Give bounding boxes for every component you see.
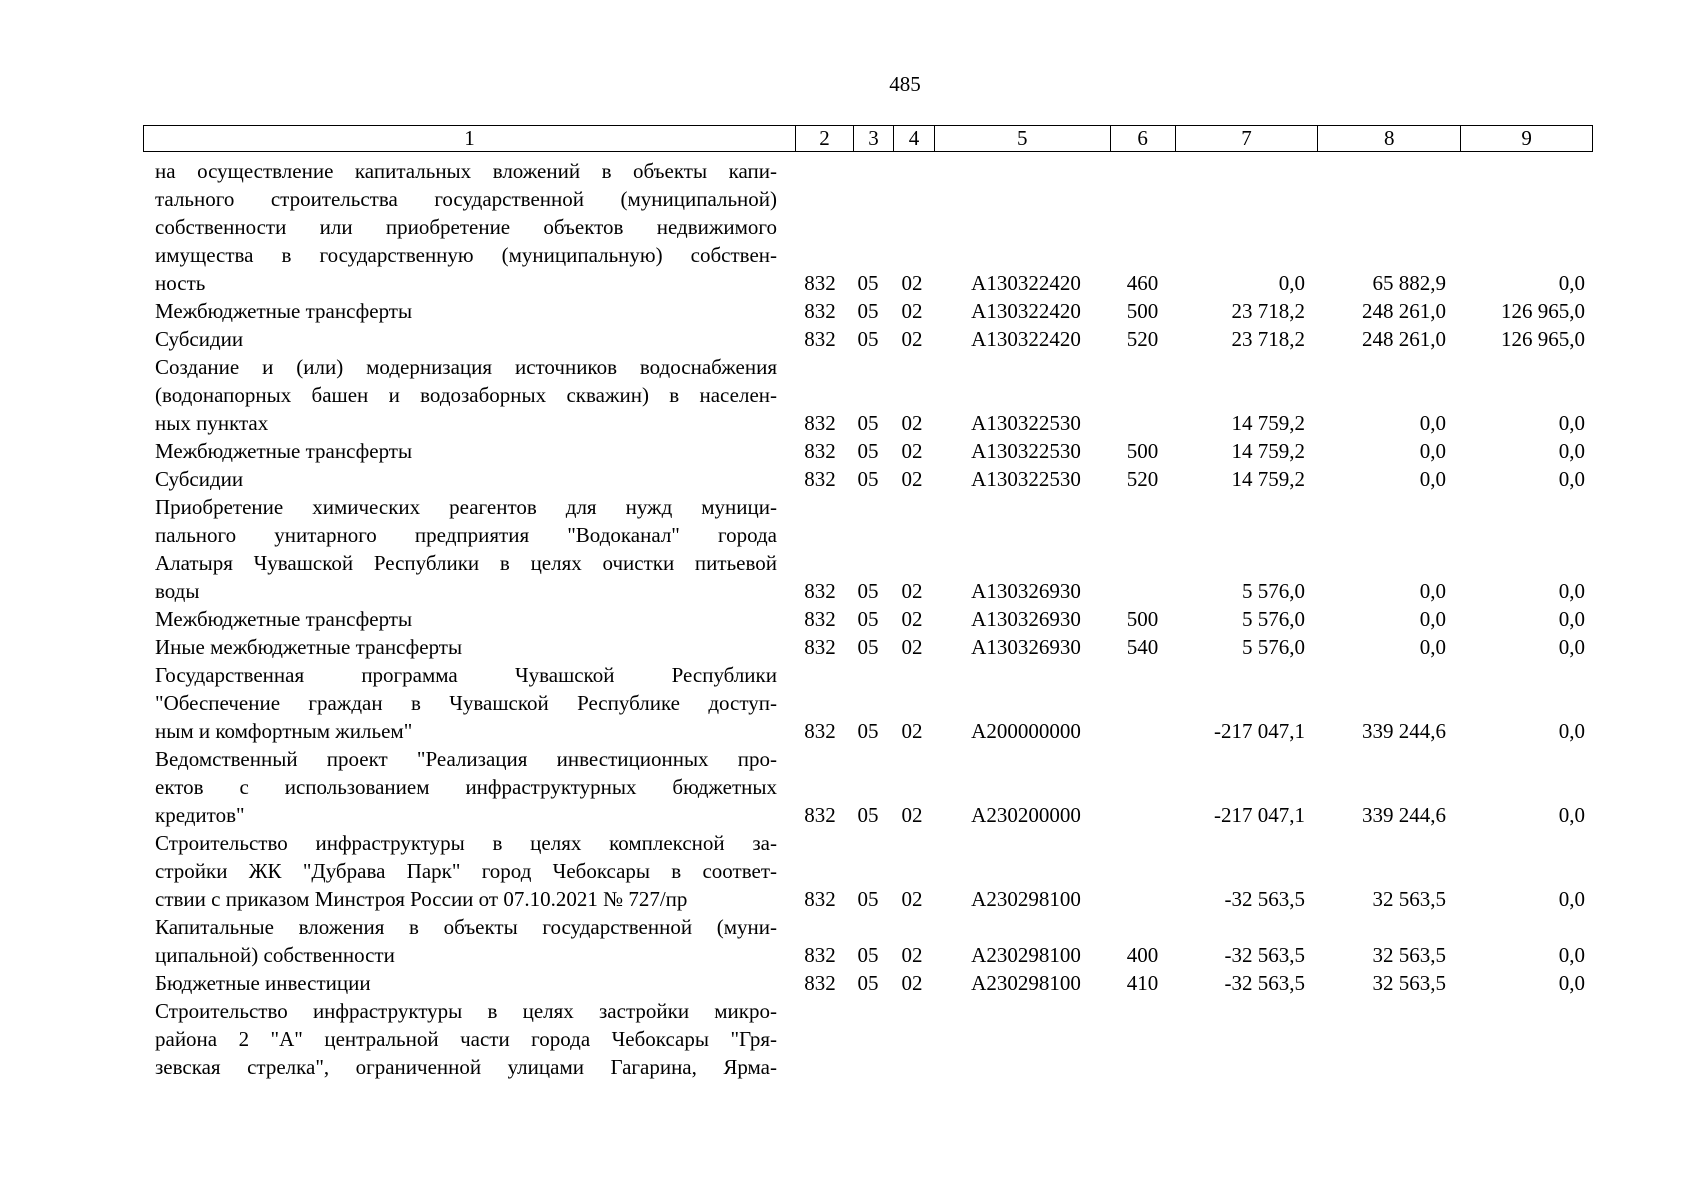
row-cell-c3: 05: [857, 411, 879, 435]
row-name-line: ствии с приказом Минстроя России от 07.10.2021 № 727/пр: [155, 887, 688, 911]
row-cell-c3: 05: [857, 803, 879, 827]
row-cell-c7: -217 047,1: [1214, 803, 1305, 827]
row-cell-c2: 832: [804, 327, 836, 351]
row-cell-c8: 32 563,5: [1372, 887, 1446, 911]
row-cell-c9: 0,0: [1558, 607, 1585, 631]
row-cell-c2: 832: [804, 719, 836, 743]
row-name-line: зевская стрелка", ограниченной улицами Гагарина, Ярма-: [155, 1055, 777, 1079]
row-cell-c6: 520: [1126, 327, 1159, 351]
row-name-line: ектов с использованием инфраструктурных бюджетных: [155, 775, 777, 799]
row-name-line: Алатыря Чувашской Республики в целях очистки питьевой: [155, 551, 777, 575]
row-name-line: ность: [155, 271, 206, 295]
row-cell-c9: 0,0: [1558, 943, 1585, 967]
table-row: [0, 829, 1697, 913]
row-cell-c3: 05: [857, 439, 879, 463]
row-cell-c9: 0,0: [1558, 411, 1585, 435]
row-cell-c6: 410: [1126, 971, 1159, 995]
row-cell-c2: 832: [804, 971, 836, 995]
page-number: 485: [889, 72, 921, 96]
row-cell-c5: А230200000: [971, 803, 1081, 827]
row-cell-c4: 02: [901, 579, 923, 603]
header-col-9: 9: [1521, 126, 1532, 150]
row-name-line: Строительство инфраструктуры в целях комплексной за-: [155, 831, 777, 855]
row-cell-c7: 14 759,2: [1231, 467, 1305, 491]
row-cell-c7: 5 576,0: [1242, 579, 1305, 603]
row-cell-c5: А130322530: [971, 467, 1081, 491]
row-cell-c9: 0,0: [1558, 803, 1585, 827]
table-row: [0, 493, 1697, 605]
row-cell-c7: -32 563,5: [1224, 971, 1305, 995]
table-row: [0, 437, 1697, 465]
row-name-line: района 2 "А" центральной части города Чебоксары "Гря-: [155, 1027, 777, 1051]
header-col-5: 5: [935, 126, 1111, 151]
row-cell-c6: 500: [1126, 299, 1159, 323]
row-name-line: Бюджетные инвестиции: [155, 971, 371, 995]
row-cell-c5: А130322420: [971, 271, 1081, 295]
row-cell-c2: 832: [804, 411, 836, 435]
row-cell-c7: 14 759,2: [1231, 439, 1305, 463]
row-cell-c8: 32 563,5: [1372, 943, 1446, 967]
row-name-line: стройки ЖК "Дубрава Парк" город Чебоксары в соответ-: [155, 859, 777, 883]
header-col-4: 4: [894, 126, 935, 151]
row-name-line: пального унитарного предприятия "Водоканал" города: [155, 523, 777, 547]
row-cell-c4: 02: [901, 271, 923, 295]
row-cell-c7: 23 718,2: [1231, 327, 1305, 351]
table-row: [0, 465, 1697, 493]
row-name-line: воды: [155, 579, 200, 603]
table-row: [0, 969, 1697, 997]
row-cell-c8: 65 882,9: [1372, 271, 1446, 295]
row-cell-c2: 832: [804, 467, 836, 491]
row-cell-c8: 339 244,6: [1362, 719, 1446, 743]
row-cell-c4: 02: [901, 607, 923, 631]
row-name-line: Приобретение химических реагентов для нужд муници-: [155, 495, 777, 519]
header-col-8: 8: [1318, 126, 1461, 151]
row-cell-c6: 500: [1126, 607, 1159, 631]
row-name-line: (водонапорных башен и водозаборных скважин) в населен-: [155, 383, 777, 407]
row-cell-c7: 5 576,0: [1242, 607, 1305, 631]
row-cell-c9: 0,0: [1558, 271, 1585, 295]
table-row: [0, 633, 1697, 661]
row-cell-c2: 832: [804, 635, 836, 659]
row-cell-c5: А130326930: [971, 635, 1081, 659]
row-name-line: Создание и (или) модернизация источников водоснабжения: [155, 355, 777, 379]
row-cell-c4: 02: [901, 635, 923, 659]
row-cell-c4: 02: [901, 439, 923, 463]
row-cell-c2: 832: [804, 887, 836, 911]
row-cell-c2: 832: [804, 299, 836, 323]
row-cell-c7: 23 718,2: [1231, 299, 1305, 323]
header-col-3: 3: [854, 126, 894, 151]
row-cell-c2: 832: [804, 803, 836, 827]
row-cell-c8: 0,0: [1419, 467, 1446, 491]
row-cell-c5: А130322530: [971, 411, 1081, 435]
row-cell-c4: 02: [901, 887, 923, 911]
row-cell-c3: 05: [857, 607, 879, 631]
row-cell-c6: 500: [1126, 439, 1159, 463]
row-name-line: Субсидии: [155, 327, 244, 351]
row-cell-c5: А130322530: [971, 439, 1081, 463]
row-cell-c2: 832: [804, 439, 836, 463]
row-cell-c8: 0,0: [1419, 579, 1446, 603]
table-row: [0, 325, 1697, 353]
row-name-line: "Обеспечение граждан в Чувашской Республике доступ-: [155, 691, 777, 715]
row-cell-c2: 832: [804, 607, 836, 631]
table-header: [143, 125, 1593, 152]
row-cell-c4: 02: [901, 943, 923, 967]
row-cell-c5: А230298100: [971, 971, 1081, 995]
row-name-line: на осуществление капитальных вложений в объекты капи-: [155, 159, 777, 183]
row-name-line: Государственная программа Чувашской Республики: [155, 663, 777, 687]
row-cell-c9: 0,0: [1558, 467, 1585, 491]
row-cell-c5: А130322420: [971, 327, 1081, 351]
row-name-line: ным и комфортным жильем": [155, 719, 413, 743]
row-cell-c4: 02: [901, 719, 923, 743]
row-name-line: имущества в государственную (муниципальную) собствен-: [155, 243, 777, 267]
row-name-line: собственности или приобретение объектов недвижимого: [155, 215, 777, 239]
row-name-line: Межбюджетные трансферты: [155, 439, 413, 463]
row-cell-c3: 05: [857, 299, 879, 323]
header-col-2: 2: [796, 126, 854, 151]
row-cell-c2: 832: [804, 579, 836, 603]
row-cell-c5: А130326930: [971, 607, 1081, 631]
row-cell-c4: 02: [901, 803, 923, 827]
row-name-line: тального строительства государственной (муниципальной): [155, 187, 777, 211]
row-cell-c5: А130322420: [971, 299, 1081, 323]
row-cell-c3: 05: [857, 719, 879, 743]
row-cell-c4: 02: [901, 971, 923, 995]
row-name-line: Ведомственный проект "Реализация инвестиционных про-: [155, 747, 777, 771]
table-row: [0, 997, 1697, 1081]
table-row: [0, 661, 1697, 745]
row-cell-c3: 05: [857, 971, 879, 995]
row-cell-c4: 02: [901, 299, 923, 323]
table-row: [0, 297, 1697, 325]
row-name-line: Строительство инфраструктуры в целях застройки микро-: [155, 999, 777, 1023]
row-cell-c3: 05: [857, 467, 879, 491]
row-name-line: Субсидии: [155, 467, 244, 491]
row-name-line: кредитов": [155, 803, 245, 827]
row-cell-c9: 0,0: [1558, 579, 1585, 603]
row-cell-c7: 5 576,0: [1242, 635, 1305, 659]
header-col-7: 7: [1176, 126, 1319, 151]
row-cell-c7: -32 563,5: [1224, 943, 1305, 967]
row-cell-c6: 400: [1126, 943, 1159, 967]
header-col-1: 1: [144, 126, 796, 151]
row-cell-c9: 0,0: [1558, 635, 1585, 659]
row-cell-c4: 02: [901, 327, 923, 351]
row-cell-c5: А200000000: [971, 719, 1081, 743]
row-cell-c6: 540: [1126, 635, 1159, 659]
row-cell-c8: 0,0: [1419, 411, 1446, 435]
row-cell-c7: -32 563,5: [1224, 887, 1305, 911]
row-cell-c8: 0,0: [1419, 635, 1446, 659]
row-cell-c2: 832: [804, 271, 836, 295]
row-cell-c5: А130326930: [971, 579, 1081, 603]
row-cell-c8: 32 563,5: [1372, 971, 1446, 995]
table-row: [0, 913, 1697, 969]
row-cell-c5: А230298100: [971, 943, 1081, 967]
row-cell-c8: 0,0: [1419, 439, 1446, 463]
row-cell-c9: 0,0: [1558, 887, 1585, 911]
row-cell-c5: А230298100: [971, 887, 1081, 911]
row-cell-c8: 0,0: [1419, 607, 1446, 631]
row-cell-c3: 05: [857, 327, 879, 351]
row-cell-c3: 05: [857, 579, 879, 603]
row-cell-c3: 05: [857, 887, 879, 911]
row-cell-c9: 0,0: [1558, 439, 1585, 463]
row-cell-c7: 0,0: [1278, 271, 1305, 295]
row-cell-c8: 248 261,0: [1362, 327, 1446, 351]
row-cell-c7: -217 047,1: [1214, 719, 1305, 743]
row-cell-c6: 460: [1126, 271, 1159, 295]
row-cell-c7: 14 759,2: [1231, 411, 1305, 435]
row-name-line: Капитальные вложения в объекты государственной (муни-: [155, 915, 777, 939]
row-cell-c8: 248 261,0: [1362, 299, 1446, 323]
table-row: [0, 353, 1697, 437]
row-cell-c4: 02: [901, 467, 923, 491]
row-cell-c3: 05: [857, 635, 879, 659]
row-name-line: Иные межбюджетные трансферты: [155, 635, 463, 659]
row-cell-c9: 126 965,0: [1501, 327, 1585, 351]
row-cell-c3: 05: [857, 271, 879, 295]
row-name-line: ных пунктах: [155, 411, 269, 435]
row-cell-c8: 339 244,6: [1362, 803, 1446, 827]
header-col-6: 6: [1111, 126, 1176, 151]
row-name-line: Межбюджетные трансферты: [155, 607, 413, 631]
row-cell-c9: 126 965,0: [1501, 299, 1585, 323]
row-cell-c4: 02: [901, 411, 923, 435]
row-cell-c3: 05: [857, 943, 879, 967]
row-cell-c6: 520: [1126, 467, 1159, 491]
row-cell-c2: 832: [804, 943, 836, 967]
table-row: [0, 605, 1697, 633]
row-name-line: Межбюджетные трансферты: [155, 299, 413, 323]
table-row: [0, 157, 1697, 297]
row-cell-c9: 0,0: [1558, 971, 1585, 995]
table-row: [0, 745, 1697, 829]
row-name-line: ципальной) собственности: [155, 943, 395, 967]
row-cell-c9: 0,0: [1558, 719, 1585, 743]
